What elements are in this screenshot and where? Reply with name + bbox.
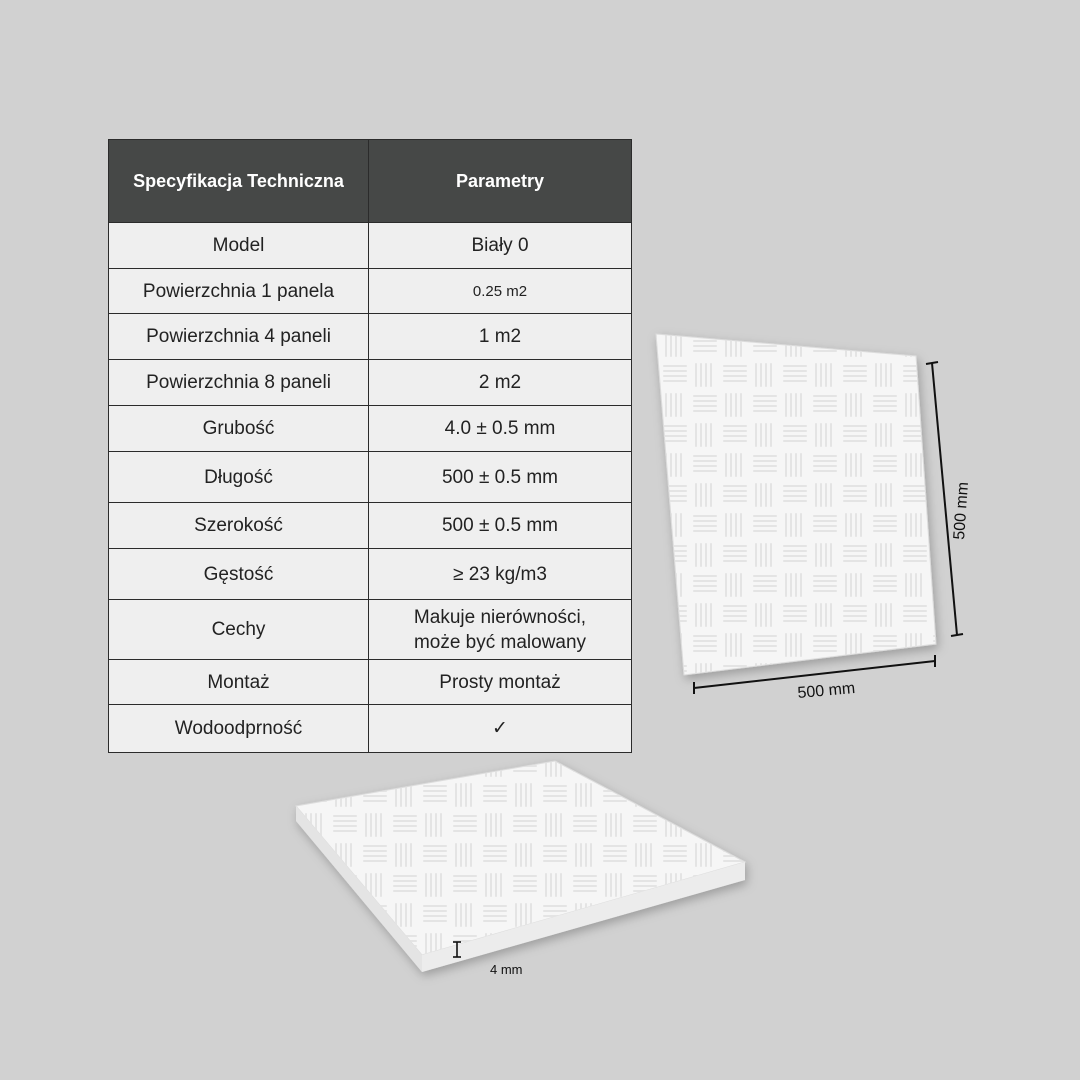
row-value: 1 m2 xyxy=(369,314,632,360)
row-value-line: może być malowany xyxy=(413,631,587,653)
row-label: Długość xyxy=(109,452,369,503)
row-label: Gęstość xyxy=(109,549,369,600)
row-label: Szerokość xyxy=(109,503,369,549)
header-spec: Specyfikacja Techniczna xyxy=(109,140,369,223)
header-params: Parametry xyxy=(369,140,632,223)
row-value: 2 m2 xyxy=(369,360,632,406)
thickness-label: 4 mm xyxy=(490,962,523,977)
width-label: 500 mm xyxy=(796,680,856,702)
row-label: Cechy xyxy=(109,600,369,660)
row-value: 500 ± 0.5 mm xyxy=(369,503,632,549)
row-label: Powierzchnia 8 paneli xyxy=(109,360,369,406)
height-label: 500 mm xyxy=(951,481,973,541)
row-value: 0.25 m2 xyxy=(369,269,632,314)
row-label: Powierzchnia 1 panela xyxy=(109,269,369,314)
row-value-line: Makuje nierówności, xyxy=(413,606,587,628)
row-value: 4.0 ± 0.5 mm xyxy=(369,406,632,452)
check-icon: ✓ xyxy=(369,705,632,753)
row-label: Model xyxy=(109,223,369,269)
panel-flat xyxy=(296,761,745,972)
row-value: Prosty montaż xyxy=(369,660,632,705)
row-label: Grubość xyxy=(109,406,369,452)
panel-front xyxy=(656,334,936,675)
row-label: Powierzchnia 4 paneli xyxy=(109,314,369,360)
row-value: 500 ± 0.5 mm xyxy=(369,452,632,503)
row-label: Montaż xyxy=(109,660,369,705)
row-value: Biały 0 xyxy=(369,223,632,269)
row-label: Wodoodprność xyxy=(109,705,369,753)
row-value: ≥ 23 kg/m3 xyxy=(369,549,632,600)
